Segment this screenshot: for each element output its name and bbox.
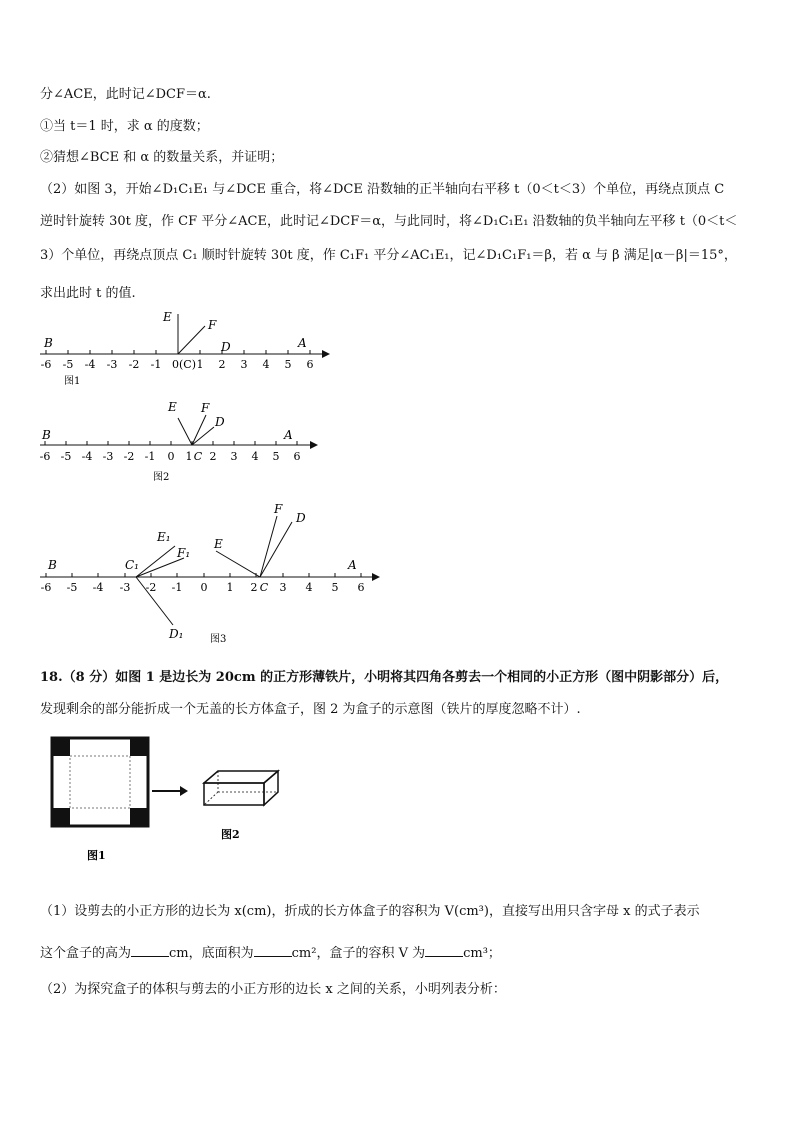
tick-label: -3 [119,581,131,594]
text-segment: 这个盒子的高为 [40,946,132,961]
tick-label: 3 [240,358,248,371]
tick-label: 2 [218,358,226,371]
point-label-F1: F₁ [177,546,191,560]
tick-label: 5 [284,358,292,371]
tick-label: 0 [167,450,175,463]
text-line-3: ②猜想∠BCE 和 α 的数量关系，并证明； [40,150,284,165]
tick-label: -4 [84,358,96,371]
tick-label: -2 [123,450,135,463]
box-figure [44,735,304,865]
tick-label: -5 [62,358,74,371]
point-label-E: E [163,310,172,324]
part-2-line: （2）为探究盒子的体积与剪去的小正方形的边长 x 之间的关系，小明列表分析： [40,982,506,997]
tick-label: 1 [196,358,204,371]
text-line-1: 分∠ACE，此时记∠DCF＝α. [40,87,211,102]
point-label-F: F [208,318,217,332]
point-label-C1: C₁ [125,558,139,572]
number-line-figure-1 [34,308,334,388]
tick-label: 3 [230,450,238,463]
point-label-D: D [215,415,225,429]
tick-label: -2 [128,358,140,371]
part-1-line-1: （1）设剪去的小正方形的边长为 x(cm)，折成的长方体盒子的容积为 V(cm³)，直接写出用只含字母 x 的式子表示 [40,904,700,919]
tick-label: -1 [150,358,162,371]
tick-label: -3 [106,358,118,371]
answer-blank[interactable] [131,945,169,957]
point-label-C: C [259,581,269,594]
tick-label: 4 [251,450,259,463]
point-label-F: F [201,401,210,415]
tick-label: 3 [279,581,287,594]
tick-label: 4 [305,581,313,594]
text-segment: cm³； [463,946,501,961]
point-label-B: B [44,336,53,350]
question-18-line-2: 发现剩余的部分能折成一个无盖的长方体盒子，图 2 为盒子的示意图（铁片的厚度忽略不计）. [40,702,581,717]
tick-label: 6 [357,581,365,594]
part-1-line-2 [40,942,501,961]
point-label-E: E [214,537,223,551]
text-segment: cm，底面积为 [169,946,254,961]
point-label-B: B [48,558,57,572]
point-label-C: C [193,450,203,463]
figure-caption: 图1 [87,849,106,862]
point-label-D: D [296,511,306,525]
tick-label: -6 [40,581,52,594]
text-line-2: ①当 t＝1 时，求 α 的度数； [40,119,209,134]
tick-label: 1 [226,581,234,594]
tick-label: 4 [262,358,270,371]
tick-label: -4 [92,581,104,594]
tick-label: 6 [306,358,314,371]
tick-label: -5 [66,581,78,594]
tick-label: -1 [144,450,156,463]
tick-label: 5 [331,581,339,594]
tick-label: 6 [293,450,301,463]
point-label-A: A [348,558,357,572]
figure-caption: 图1 [64,376,81,387]
text-line-4: （2）如图 3，开始∠D₁C₁E₁ 与∠DCE 重合，将∠DCE 沿数轴的正半轴向右平移 t（0＜t＜3）个单位，再绕点顶点 C [40,182,725,197]
point-label-D1: D₁ [169,627,184,641]
origin-label: 0(C) [172,358,196,371]
tick-label: 0 [200,581,208,594]
point-label-E: E [168,400,177,414]
point-label-B: B [42,428,51,442]
number-line-figure-3 [34,500,384,650]
tick-label: -3 [102,450,114,463]
tick-label: 5 [272,450,280,463]
text-line-5: 逆时针旋转 30t 度，作 CF 平分∠ACE，此时记∠DCF＝α，与此同时，将∠D₁C₁E₁ 沿数轴的负半轴向左平移 t（0＜t＜ [40,214,738,229]
tick-label: -6 [39,450,51,463]
question-18-line-1: 18.（8 分）如图 1 是边长为 20cm 的正方形薄铁片，小明将其四角各剪去一个相同的小正方形（图中阴影部分）后， [40,670,729,685]
point-label-F: F [274,502,283,516]
tick-label: -6 [40,358,52,371]
point-label-D: D [221,340,231,354]
tick-label: 2 [209,450,217,463]
tick-label: 2 [250,581,258,594]
point-label-A: A [284,428,293,442]
text-line-7: 求出此时 t 的值. [40,286,136,301]
figure-caption: 图2 [221,828,240,841]
tick-label: 1 [185,450,193,463]
text-segment: cm²，盒子的容积 V 为 [291,946,426,961]
point-label-E1: E₁ [157,530,171,544]
figure-caption: 图2 [153,472,170,483]
figure-caption: 图3 [210,634,227,645]
text-line-6: 3）个单位，再绕点顶点 C₁ 顺时针旋转 30t 度，作 C₁F₁ 平分∠AC₁E₁，记∠D₁C₁F₁＝β，若 α 与 β 满足|α－β|＝15°， [40,248,737,263]
tick-label: -1 [171,581,183,594]
tick-label: -2 [145,581,157,594]
number-line-figure-2 [34,398,324,488]
answer-blank[interactable] [254,945,292,957]
tick-label: -5 [60,450,72,463]
point-label-A: A [298,336,307,350]
tick-label: -4 [81,450,93,463]
answer-blank[interactable] [425,945,463,957]
